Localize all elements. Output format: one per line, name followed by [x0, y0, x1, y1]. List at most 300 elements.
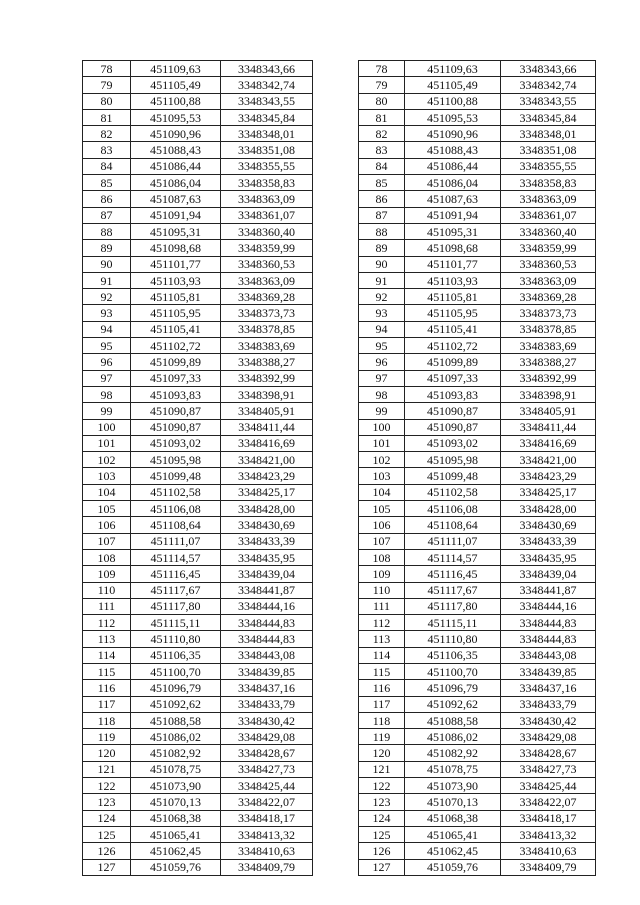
right-y-coordinate: 3348343,66	[501, 61, 596, 77]
right-point-number: 87	[359, 207, 405, 223]
table-row	[83, 370, 596, 386]
column-gap	[313, 452, 359, 468]
left-point-number: 127	[83, 859, 131, 875]
left-y-coordinate: 3348363,09	[221, 191, 313, 207]
left-x-coordinate: 451105,41	[131, 321, 221, 337]
left-point-number: 112	[83, 615, 131, 631]
right-point-number: 102	[359, 452, 405, 468]
column-gap	[313, 729, 359, 745]
table-row	[83, 175, 596, 191]
right-point-number: 91	[359, 272, 405, 288]
left-x-coordinate: 451114,57	[131, 549, 221, 565]
column-gap	[313, 386, 359, 402]
right-y-coordinate: 3348388,27	[501, 354, 596, 370]
column-gap	[313, 272, 359, 288]
left-point-number: 115	[83, 663, 131, 679]
left-x-coordinate: 451059,76	[131, 859, 221, 875]
left-y-coordinate: 3348411,44	[221, 419, 313, 435]
right-point-number: 110	[359, 582, 405, 598]
column-gap	[313, 126, 359, 142]
right-x-coordinate: 451088,43	[405, 142, 501, 158]
right-point-number: 112	[359, 615, 405, 631]
right-y-coordinate: 3348444,83	[501, 631, 596, 647]
left-x-coordinate: 451090,87	[131, 403, 221, 419]
column-gap	[313, 109, 359, 125]
left-x-coordinate: 451101,77	[131, 256, 221, 272]
table-row	[83, 158, 596, 174]
table-row	[83, 338, 596, 354]
left-point-number: 125	[83, 826, 131, 842]
table-row	[83, 517, 596, 533]
right-y-coordinate: 3348360,53	[501, 256, 596, 272]
right-y-coordinate: 3348342,74	[501, 77, 596, 93]
left-y-coordinate: 3348410,63	[221, 843, 313, 859]
column-gap	[313, 810, 359, 826]
right-x-coordinate: 451108,64	[405, 517, 501, 533]
left-point-number: 86	[83, 191, 131, 207]
right-x-coordinate: 451090,87	[405, 419, 501, 435]
right-y-coordinate: 3348369,28	[501, 289, 596, 305]
right-point-number: 104	[359, 484, 405, 500]
table-row	[83, 223, 596, 239]
left-x-coordinate: 451093,02	[131, 435, 221, 451]
right-point-number: 97	[359, 370, 405, 386]
left-x-coordinate: 451099,89	[131, 354, 221, 370]
table-row	[83, 745, 596, 761]
table-row	[83, 419, 596, 435]
right-y-coordinate: 3348351,08	[501, 142, 596, 158]
right-point-number: 118	[359, 712, 405, 728]
right-point-number: 108	[359, 549, 405, 565]
left-y-coordinate: 3348421,00	[221, 452, 313, 468]
table-row	[83, 272, 596, 288]
table-row	[83, 582, 596, 598]
right-y-coordinate: 3348378,85	[501, 321, 596, 337]
column-gap	[313, 191, 359, 207]
right-x-coordinate: 451086,44	[405, 158, 501, 174]
left-point-number: 124	[83, 810, 131, 826]
column-gap	[313, 223, 359, 239]
left-y-coordinate: 3348392,99	[221, 370, 313, 386]
left-x-coordinate: 451082,92	[131, 745, 221, 761]
column-gap	[313, 419, 359, 435]
left-y-coordinate: 3348361,07	[221, 207, 313, 223]
left-x-coordinate: 451086,02	[131, 729, 221, 745]
left-y-coordinate: 3348342,74	[221, 77, 313, 93]
right-point-number: 109	[359, 566, 405, 582]
column-gap	[313, 61, 359, 77]
left-x-coordinate: 451105,49	[131, 77, 221, 93]
right-x-coordinate: 451090,96	[405, 126, 501, 142]
column-gap	[313, 158, 359, 174]
table-row	[83, 501, 596, 517]
column-gap	[313, 517, 359, 533]
right-point-number: 85	[359, 175, 405, 191]
column-gap	[313, 501, 359, 517]
left-y-coordinate: 3348398,91	[221, 386, 313, 402]
left-x-coordinate: 451088,43	[131, 142, 221, 158]
document-page	[82, 60, 595, 876]
left-point-number: 116	[83, 680, 131, 696]
right-y-coordinate: 3348359,99	[501, 240, 596, 256]
table-row	[83, 647, 596, 663]
left-point-number: 120	[83, 745, 131, 761]
left-point-number: 94	[83, 321, 131, 337]
column-gap	[313, 712, 359, 728]
left-y-coordinate: 3348443,08	[221, 647, 313, 663]
left-y-coordinate: 3348433,79	[221, 696, 313, 712]
table-row	[83, 452, 596, 468]
column-gap	[313, 240, 359, 256]
left-x-coordinate: 451087,63	[131, 191, 221, 207]
right-y-coordinate: 3348433,39	[501, 533, 596, 549]
right-y-coordinate: 3348358,83	[501, 175, 596, 191]
right-x-coordinate: 451082,92	[405, 745, 501, 761]
right-x-coordinate: 451059,76	[405, 859, 501, 875]
table-row	[83, 256, 596, 272]
table-row	[83, 191, 596, 207]
left-point-number: 103	[83, 468, 131, 484]
left-y-coordinate: 3348409,79	[221, 859, 313, 875]
table-row	[83, 615, 596, 631]
left-x-coordinate: 451090,87	[131, 419, 221, 435]
right-point-number: 126	[359, 843, 405, 859]
right-x-coordinate: 451087,63	[405, 191, 501, 207]
left-point-number: 108	[83, 549, 131, 565]
left-x-coordinate: 451099,48	[131, 468, 221, 484]
right-y-coordinate: 3348360,40	[501, 223, 596, 239]
column-gap	[313, 77, 359, 93]
left-point-number: 119	[83, 729, 131, 745]
column-gap	[313, 794, 359, 810]
right-x-coordinate: 451093,02	[405, 435, 501, 451]
right-y-coordinate: 3348345,84	[501, 109, 596, 125]
right-point-number: 88	[359, 223, 405, 239]
left-point-number: 107	[83, 533, 131, 549]
left-point-number: 106	[83, 517, 131, 533]
right-point-number: 115	[359, 663, 405, 679]
right-y-coordinate: 3348428,00	[501, 501, 596, 517]
left-y-coordinate: 3348388,27	[221, 354, 313, 370]
right-point-number: 106	[359, 517, 405, 533]
column-gap	[313, 615, 359, 631]
left-y-coordinate: 3348433,39	[221, 533, 313, 549]
right-point-number: 80	[359, 93, 405, 109]
left-y-coordinate: 3348422,07	[221, 794, 313, 810]
column-gap	[313, 663, 359, 679]
column-gap	[313, 403, 359, 419]
right-point-number: 123	[359, 794, 405, 810]
left-point-number: 85	[83, 175, 131, 191]
right-y-coordinate: 3348392,99	[501, 370, 596, 386]
left-x-coordinate: 451097,33	[131, 370, 221, 386]
left-y-coordinate: 3348343,55	[221, 93, 313, 109]
left-x-coordinate: 451090,96	[131, 126, 221, 142]
left-x-coordinate: 451108,64	[131, 517, 221, 533]
column-gap	[313, 533, 359, 549]
left-x-coordinate: 451073,90	[131, 778, 221, 794]
left-point-number: 81	[83, 109, 131, 125]
left-point-number: 89	[83, 240, 131, 256]
left-point-number: 102	[83, 452, 131, 468]
left-y-coordinate: 3348439,04	[221, 566, 313, 582]
table-row	[83, 663, 596, 679]
right-x-coordinate: 451102,72	[405, 338, 501, 354]
table-row	[83, 289, 596, 305]
left-point-number: 111	[83, 598, 131, 614]
left-y-coordinate: 3348428,67	[221, 745, 313, 761]
left-x-coordinate: 451091,94	[131, 207, 221, 223]
left-y-coordinate: 3348369,28	[221, 289, 313, 305]
right-y-coordinate: 3348439,04	[501, 566, 596, 582]
right-point-number: 105	[359, 501, 405, 517]
left-y-coordinate: 3348360,53	[221, 256, 313, 272]
right-point-number: 89	[359, 240, 405, 256]
left-x-coordinate: 451111,07	[131, 533, 221, 549]
right-y-coordinate: 3348437,16	[501, 680, 596, 696]
column-gap	[313, 289, 359, 305]
left-x-coordinate: 451109,63	[131, 61, 221, 77]
table-row	[83, 403, 596, 419]
right-y-coordinate: 3348409,79	[501, 859, 596, 875]
left-y-coordinate: 3348428,00	[221, 501, 313, 517]
right-y-coordinate: 3348363,09	[501, 272, 596, 288]
right-x-coordinate: 451103,93	[405, 272, 501, 288]
right-point-number: 121	[359, 761, 405, 777]
left-y-coordinate: 3348425,44	[221, 778, 313, 794]
right-y-coordinate: 3348355,55	[501, 158, 596, 174]
table-row	[83, 468, 596, 484]
right-point-number: 101	[359, 435, 405, 451]
left-y-coordinate: 3348348,01	[221, 126, 313, 142]
right-x-coordinate: 451078,75	[405, 761, 501, 777]
column-gap	[313, 778, 359, 794]
left-x-coordinate: 451117,67	[131, 582, 221, 598]
left-y-coordinate: 3348378,85	[221, 321, 313, 337]
right-x-coordinate: 451095,31	[405, 223, 501, 239]
left-point-number: 101	[83, 435, 131, 451]
left-point-number: 90	[83, 256, 131, 272]
right-x-coordinate: 451109,63	[405, 61, 501, 77]
left-point-number: 96	[83, 354, 131, 370]
left-x-coordinate: 451103,93	[131, 272, 221, 288]
column-gap	[313, 305, 359, 321]
left-point-number: 83	[83, 142, 131, 158]
right-point-number: 86	[359, 191, 405, 207]
table-row	[83, 778, 596, 794]
right-point-number: 124	[359, 810, 405, 826]
left-x-coordinate: 451092,62	[131, 696, 221, 712]
right-x-coordinate: 451105,49	[405, 77, 501, 93]
right-x-coordinate: 451090,87	[405, 403, 501, 419]
left-x-coordinate: 451117,80	[131, 598, 221, 614]
left-x-coordinate: 451070,13	[131, 794, 221, 810]
left-y-coordinate: 3348343,66	[221, 61, 313, 77]
right-point-number: 103	[359, 468, 405, 484]
table-row	[83, 484, 596, 500]
right-y-coordinate: 3348430,42	[501, 712, 596, 728]
right-point-number: 83	[359, 142, 405, 158]
right-x-coordinate: 451070,13	[405, 794, 501, 810]
right-y-coordinate: 3348413,32	[501, 826, 596, 842]
left-x-coordinate: 451093,83	[131, 386, 221, 402]
column-gap	[313, 826, 359, 842]
table-row	[83, 729, 596, 745]
left-x-coordinate: 451096,79	[131, 680, 221, 696]
left-point-number: 87	[83, 207, 131, 223]
right-point-number: 94	[359, 321, 405, 337]
right-y-coordinate: 3348433,79	[501, 696, 596, 712]
left-x-coordinate: 451095,98	[131, 452, 221, 468]
right-point-number: 82	[359, 126, 405, 142]
column-gap	[313, 175, 359, 191]
column-gap	[313, 598, 359, 614]
table-row	[83, 109, 596, 125]
column-gap	[313, 370, 359, 386]
right-point-number: 100	[359, 419, 405, 435]
right-x-coordinate: 451106,08	[405, 501, 501, 517]
left-y-coordinate: 3348444,83	[221, 631, 313, 647]
table-row	[83, 207, 596, 223]
table-row	[83, 61, 596, 77]
table-row	[83, 810, 596, 826]
left-y-coordinate: 3348351,08	[221, 142, 313, 158]
right-y-coordinate: 3348421,00	[501, 452, 596, 468]
left-point-number: 118	[83, 712, 131, 728]
column-gap	[313, 582, 359, 598]
left-point-number: 110	[83, 582, 131, 598]
right-x-coordinate: 451110,80	[405, 631, 501, 647]
column-gap	[313, 696, 359, 712]
left-y-coordinate: 3348363,09	[221, 272, 313, 288]
right-x-coordinate: 451115,11	[405, 615, 501, 631]
right-y-coordinate: 3348425,44	[501, 778, 596, 794]
left-y-coordinate: 3348425,17	[221, 484, 313, 500]
right-point-number: 117	[359, 696, 405, 712]
right-x-coordinate: 451117,80	[405, 598, 501, 614]
left-x-coordinate: 451102,58	[131, 484, 221, 500]
right-point-number: 113	[359, 631, 405, 647]
left-x-coordinate: 451110,80	[131, 631, 221, 647]
left-y-coordinate: 3348435,95	[221, 549, 313, 565]
column-gap	[313, 647, 359, 663]
right-x-coordinate: 451097,33	[405, 370, 501, 386]
table-row	[83, 761, 596, 777]
left-point-number: 113	[83, 631, 131, 647]
right-point-number: 114	[359, 647, 405, 663]
left-point-number: 104	[83, 484, 131, 500]
column-gap	[313, 93, 359, 109]
left-x-coordinate: 451088,58	[131, 712, 221, 728]
right-x-coordinate: 451116,45	[405, 566, 501, 582]
table-row	[83, 93, 596, 109]
right-y-coordinate: 3348443,08	[501, 647, 596, 663]
left-y-coordinate: 3348439,85	[221, 663, 313, 679]
left-x-coordinate: 451100,88	[131, 93, 221, 109]
column-gap	[313, 680, 359, 696]
right-x-coordinate: 451102,58	[405, 484, 501, 500]
right-y-coordinate: 3348373,73	[501, 305, 596, 321]
table-row	[83, 533, 596, 549]
column-gap	[313, 338, 359, 354]
left-point-number: 84	[83, 158, 131, 174]
right-x-coordinate: 451106,35	[405, 647, 501, 663]
left-y-coordinate: 3348405,91	[221, 403, 313, 419]
column-gap	[313, 321, 359, 337]
left-y-coordinate: 3348430,69	[221, 517, 313, 533]
left-y-coordinate: 3348441,87	[221, 582, 313, 598]
right-point-number: 92	[359, 289, 405, 305]
right-x-coordinate: 451098,68	[405, 240, 501, 256]
table-row	[83, 142, 596, 158]
right-x-coordinate: 451099,48	[405, 468, 501, 484]
right-x-coordinate: 451111,07	[405, 533, 501, 549]
right-point-number: 78	[359, 61, 405, 77]
right-y-coordinate: 3348410,63	[501, 843, 596, 859]
right-point-number: 84	[359, 158, 405, 174]
right-x-coordinate: 451065,41	[405, 826, 501, 842]
right-x-coordinate: 451088,58	[405, 712, 501, 728]
left-x-coordinate: 451062,45	[131, 843, 221, 859]
column-gap	[313, 142, 359, 158]
right-x-coordinate: 451093,83	[405, 386, 501, 402]
column-gap	[313, 435, 359, 451]
right-y-coordinate: 3348423,29	[501, 468, 596, 484]
right-point-number: 90	[359, 256, 405, 272]
left-x-coordinate: 451100,70	[131, 663, 221, 679]
left-x-coordinate: 451095,31	[131, 223, 221, 239]
right-x-coordinate: 451101,77	[405, 256, 501, 272]
table-row	[83, 126, 596, 142]
column-gap	[313, 484, 359, 500]
right-x-coordinate: 451105,81	[405, 289, 501, 305]
right-point-number: 95	[359, 338, 405, 354]
right-point-number: 81	[359, 109, 405, 125]
left-point-number: 93	[83, 305, 131, 321]
left-point-number: 92	[83, 289, 131, 305]
right-point-number: 127	[359, 859, 405, 875]
right-y-coordinate: 3348444,16	[501, 598, 596, 614]
left-y-coordinate: 3348358,83	[221, 175, 313, 191]
right-x-coordinate: 451105,41	[405, 321, 501, 337]
table-row	[83, 598, 596, 614]
left-y-coordinate: 3348360,40	[221, 223, 313, 239]
coordinates-table-body	[83, 61, 596, 876]
left-point-number: 126	[83, 843, 131, 859]
left-y-coordinate: 3348416,69	[221, 435, 313, 451]
right-point-number: 93	[359, 305, 405, 321]
column-gap	[313, 859, 359, 875]
table-row	[83, 826, 596, 842]
column-gap	[313, 549, 359, 565]
left-point-number: 80	[83, 93, 131, 109]
right-y-coordinate: 3348422,07	[501, 794, 596, 810]
right-x-coordinate: 451095,98	[405, 452, 501, 468]
left-point-number: 100	[83, 419, 131, 435]
right-x-coordinate: 451096,79	[405, 680, 501, 696]
right-y-coordinate: 3348411,44	[501, 419, 596, 435]
right-x-coordinate: 451073,90	[405, 778, 501, 794]
right-point-number: 99	[359, 403, 405, 419]
column-gap	[313, 207, 359, 223]
right-y-coordinate: 3348348,01	[501, 126, 596, 142]
right-point-number: 119	[359, 729, 405, 745]
left-y-coordinate: 3348427,73	[221, 761, 313, 777]
left-x-coordinate: 451095,53	[131, 109, 221, 125]
right-y-coordinate: 3348428,67	[501, 745, 596, 761]
right-point-number: 79	[359, 77, 405, 93]
right-point-number: 98	[359, 386, 405, 402]
